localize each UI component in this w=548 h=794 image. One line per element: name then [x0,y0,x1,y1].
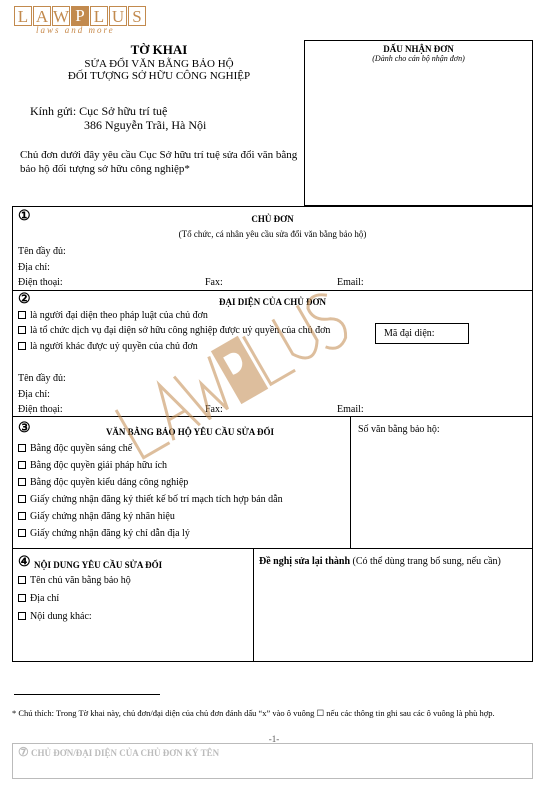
stamp-subtitle: (Dành cho cán bộ nhận đơn) [372,54,465,63]
checkbox[interactable] [18,495,26,503]
logo-letter: U [109,6,127,26]
recipient-address: 386 Nguyễn Trãi, Hà Nội [84,118,207,132]
content-option[interactable]: Tên chủ văn bằng bảo hộ [18,575,131,586]
intro-text: Chủ đơn dưới đây yêu cầu Cục Sở hữu trí tuệ sửa đổi văn bằng bảo hộ đối tượng sở hữu công nghiệp* [20,149,298,175]
checkbox[interactable] [18,529,26,537]
rep-fax-label[interactable]: Fax: [205,404,223,415]
applicant-name-label[interactable]: Tên đầy đủ: [18,246,66,257]
applicant-email-label[interactable]: Email: [337,277,364,288]
rep-name-label[interactable]: Tên đầy đủ: [18,373,66,384]
form-subtitle-2: ĐỐI TƯỢNG SỞ HỮU CÔNG NGHIỆP [67,70,251,82]
patent-type-option[interactable]: Giấy chứng nhận đăng ký chỉ dẫn địa lý [18,528,190,539]
section-1-subtitle: (Tổ chức, cá nhân yêu cầu sửa đổi văn bằng bảo hộ) [178,229,367,239]
section-1-number: ① [18,209,31,224]
section-5-number: ⑦ [18,745,29,759]
logo-letter: S [128,6,146,26]
patent-type-option[interactable]: Giấy chứng nhận đăng ký nhãn hiệu [18,511,175,522]
checkbox[interactable] [18,326,26,334]
logo-letter: W [53,7,70,26]
form-subtitle-1: SỬA ĐỔI VĂN BẰNG BẢO HỘ [84,58,234,70]
footnote: * Chú thích: Trong Tờ khai này, chủ đơn/đại diện của chủ đơn đánh dấu “x” vào ô vuông ☐ nếu các thông tin ghi sau các ô vuông là phù hợp. [12,708,495,718]
logo-letter: A [33,6,51,26]
patent-type-option[interactable]: Bằng độc quyền sáng chế [18,443,132,454]
patent-number-label[interactable]: Số văn bằng bảo hộ: [358,424,440,435]
checkbox[interactable] [18,612,26,620]
logo-tagline: laws and more [36,25,115,35]
section-3-title: VĂN BẰNG BẢO HỘ YÊU CẦU SỬA ĐỔI [105,427,275,437]
proposal-label[interactable]: Đề nghị sửa lại thành (Có thể dùng trang bổ sung, nếu cần) [259,556,501,567]
rep-option[interactable]: là tổ chức dịch vụ đại diện sở hữu công nghiệp được uỷ quyền của chủ đơn [18,325,330,336]
recipient-label: Kính gửi: Cục Sở hữu trí tuệ [30,104,168,118]
form-title: TỜ KHAI [130,42,188,57]
patent-type-option[interactable]: Bằng độc quyền kiểu dáng công nghiệp [18,477,188,488]
content-option[interactable]: Địa chỉ [18,593,59,604]
stamp-title: DẤU NHẬN ĐƠN [383,44,454,54]
section-2-number: ② [18,292,31,307]
section-5-title: CHỦ ĐƠN/ĐẠI DIỆN CỦA CHỦ ĐƠN KÝ TÊN [31,748,220,758]
patent-type-option[interactable]: Giấy chứng nhận đăng ký thiết kế bố trí mạch tích hợp bán dẫn [18,494,283,505]
checkbox[interactable] [18,576,26,584]
section-2-title: ĐẠI DIỆN CỦA CHỦ ĐƠN [218,297,326,307]
checkbox[interactable] [18,594,26,602]
logo-letter: P [71,6,89,26]
logo [14,6,154,40]
logo-letters [14,6,154,26]
rep-address-label[interactable]: Địa chỉ: [18,389,50,400]
footnote-rule [14,694,160,695]
checkbox[interactable] [18,478,26,486]
content-option[interactable]: Nội dung khác: [18,611,92,622]
rep-code-field[interactable]: Mã đại diện: [375,323,469,344]
logo-letter: L [90,6,108,26]
section-3-number: ③ [18,421,31,436]
checkbox[interactable] [18,311,26,319]
checkbox[interactable] [18,512,26,520]
rep-option[interactable]: là người khác được uỷ quyền của chủ đơn [18,341,198,352]
rep-phone-label[interactable]: Điện thoại: [18,404,63,415]
applicant-address-label[interactable]: Địa chỉ: [18,262,50,273]
logo-letter: L [14,6,32,26]
applicant-phone-label[interactable]: Điện thoại: [18,277,63,288]
rep-option[interactable]: là người đại diện theo pháp luật của chủ đơn [18,310,208,321]
form-header [14,42,304,82]
section-4-number: ④ [18,555,31,570]
section-5-header [18,745,219,760]
checkbox[interactable] [18,444,26,452]
patent-type-option[interactable]: Bằng độc quyền giải pháp hữu ích [18,460,167,471]
applicant-fax-label[interactable]: Fax: [205,277,223,288]
checkbox[interactable] [18,342,26,350]
stamp-box [304,40,533,206]
rep-email-label[interactable]: Email: [337,404,364,415]
section-4-title: NỘI DUNG YÊU CẦU SỬA ĐỔI [34,560,163,570]
section-1-title: CHỦ ĐƠN [251,214,294,224]
checkbox[interactable] [18,461,26,469]
page-number: -1- [268,734,280,744]
